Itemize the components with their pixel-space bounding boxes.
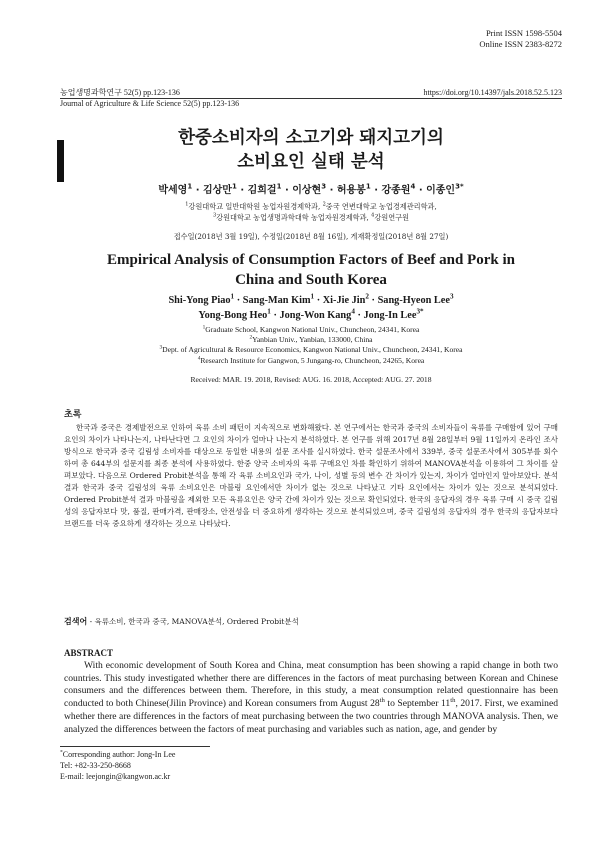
author-separator: · (314, 295, 323, 306)
dates-ko: 접수일(2018년 3월 19일), 수정일(2018년 8월 16일), 게재확정일(2018년 8월 27일) (173, 232, 449, 241)
keywords-ko (64, 616, 558, 627)
author-separator: · (354, 310, 364, 321)
abstract-en-body: With economic development of South Korea and China, meat consumption has been showing a rapid change in both two countries. This study investigated whether there are differences in the factors of meat purchasing between Korean and Chinese consumers and the differences between them. Therefore, in this study, a meat consumption related questionnaire has been conducted to both Chinese(Jilin Province) and Korean consumers from August 28th to September 11th, 2017. First, we examined whether there are differences in the factors of meat purchasing between the two countries through MANOVA analysis. Then, we analyzed the differences between the factors of meat purchasing and variables such as nation, age, and gender by (64, 660, 559, 735)
affiliation-ko-3: 강원대학교 농업생명과학대학 농업자원경제학과, (216, 212, 369, 222)
affiliation-en-4: Research Institute for Gangwon, 5 Jungang-ro, Chuncheon, 24265, Korea (200, 355, 425, 365)
author-separator: · (192, 185, 203, 196)
title-en (60, 250, 562, 290)
author-en-name: Yong-Bong Heo (198, 310, 268, 321)
author-ko-affiliation-mark: 3* (455, 182, 464, 191)
author-ko-affiliation-mark: 3 (321, 182, 327, 191)
affiliation-ko-1: 강원대학교 일반대학원 농업자원경제학과, (188, 202, 321, 211)
dates-en: Received: MAR. 19. 2018, Revised: AUG. 16. 2018, Accepted: AUG. 27. 2018 (190, 375, 432, 384)
author-en-affiliation-mark: 2 (365, 292, 369, 301)
author-ko-name: 허용봉 (336, 185, 366, 196)
author-en-affiliation-mark: 4 (351, 307, 355, 316)
author-separator: · (368, 295, 378, 306)
authors-en-line-2 (80, 308, 542, 323)
author-ko-name: 이종인 (426, 185, 456, 196)
author-en-name: Shi-Yong Piao (168, 295, 231, 306)
author-separator: · (281, 185, 293, 196)
doi-link[interactable]: https://doi.org/10.14397/jals.2018.52.5.123 (423, 88, 562, 97)
author-separator: · (234, 295, 243, 306)
author-en-name: Jong-Won Kang (279, 310, 352, 321)
affiliation-ko-2: 중국 연변대학교 농업경제관리학과, (325, 202, 437, 211)
author-separator: · (415, 185, 427, 196)
author-en-affiliation-mark: 3* (416, 307, 424, 316)
author-en-name: Xi-Jie Jin (322, 295, 366, 306)
keywords-text: - 육류소비, 한국과 중국, MANOVA분석, Ordered Probit분석 (89, 617, 299, 626)
affiliations-en: $^1$Graduate School, Kangwon National Univ., Chuncheon, 24341, Korea $^2$Yanbian Univ., Yanbian, 133000, China $^3$Dept. of Agricultural & Resource Economics, Kangwon National Univ., Chuncheon, 24341, Korea $^4$Research Institute for Gangwon, 5 Jungang-ro, Chuncheon, 24265, Korea (159, 324, 463, 365)
affiliation-en-1: Graduate School, Kangwon National Univ., Chuncheon, 24341, Korea (205, 325, 420, 334)
author-ko-affiliation-mark: 4 (410, 182, 416, 191)
author-ko-name: 박세영 (158, 185, 188, 196)
footnote: *Corresponding author: Jong-In Lee Tel: +82-33-250-8668 E-mail: leejongin@kangwon.ac.kr (60, 749, 176, 781)
author-ko-name: 김희걸 (247, 185, 277, 196)
print-issn: Print ISSN 1598-5504 (485, 28, 562, 38)
author-ko-name: 김상만 (202, 185, 232, 196)
author-en-affiliation-mark: 1 (267, 307, 271, 316)
abstract-en-heading: ABSTRACT (64, 648, 114, 658)
affiliation-ko-4: 강원연구원 (374, 212, 410, 222)
author-en-name: Jong-In Lee (363, 310, 417, 321)
author-en-affiliation-mark: 1 (230, 292, 235, 301)
authors-en (80, 293, 542, 323)
title-ko (60, 126, 562, 174)
author-separator: · (270, 310, 280, 321)
online-issn: Online ISSN 2383-8272 (479, 39, 562, 49)
header-rule (60, 98, 562, 99)
affiliation-en-3: Dept. of Agricultural & Resource Economics, Kangwon National Univ., Chuncheon, 24341, Korea (162, 345, 463, 355)
author-ko-affiliation-mark: 1 (365, 182, 371, 191)
keywords-label: 검색어 (64, 617, 88, 626)
title-en-line-2: China and South Korea (235, 272, 387, 288)
author-en-name: Sang-Man Kim (242, 295, 311, 306)
title-ko-line-2: 소비요인 실태 분석 (237, 152, 385, 172)
author-ko-affiliation-mark: 1 (231, 182, 237, 191)
title-ko-line-1: 한중소비자의 소고기와 돼지고기의 (178, 128, 444, 148)
footnote-email[interactable]: E-mail: leejongin@kangwon.ac.kr (60, 772, 171, 781)
author-ko-name: 강종원 (381, 185, 411, 196)
author-ko-name: 이상현 (292, 185, 322, 196)
title-en-line-1: Empirical Analysis of Consumption Factors of Beef and Pork in (107, 252, 515, 268)
affiliations-ko: $^1$강원대학교 일반대학원 농업자원경제학과, $^2$중국 연변대학교 농업경제관리학과, $^3$강원대학교 농업생명과학대학 농업자원경제학과, $^4$강원연구원 (185, 201, 437, 222)
author-separator: · (370, 185, 382, 196)
corresponding-author: Corresponding author: Jong-In Lee (62, 750, 176, 759)
abstract-ko-heading: 초록 (64, 410, 82, 420)
journal-name-ko: 농업생명과학연구 52(5) pp.123-136 (60, 88, 180, 97)
author-separator: · (326, 185, 337, 196)
author-ko-affiliation-mark: 1 (276, 182, 282, 191)
journal-name-en: Journal of Agriculture & Life Science 52(5) pp.123-136 (60, 98, 240, 108)
author-en-affiliation-mark: 1 (310, 292, 315, 301)
author-en-name: Sang-Hyeon Lee (377, 295, 450, 306)
authors-en-line-1 (80, 293, 542, 308)
footnote-rule (60, 746, 210, 747)
author-en-affiliation-mark: 3 (449, 292, 454, 301)
issn-block (479, 28, 562, 50)
abstract-ko-body: 한국과 중국은 경제발전으로 인하여 육류 소비 패턴이 지속적으로 변화해왔다. 본 연구에서는 한국과 중국의 소비자들이 육류를 구매함에 있어 구매요인의 차이가 나타나는지, 나타난다면 그 요인의 차이가 얼마나 나는지 분석하였다. 본 연구를 위해 2017년 8월 28일부터 9월 11일까지 온라인 조사 방식으로 한국과 중국 길림성 소비자를 대상으로 동일한 내용의 설문 조사를 실시하였다. 한국 설문조사에서 339부, 중국 설문조사에서 305부를 회수하여 총 644부의 설문지를 최종 분석에 사용하였다. 한중 양국 소비자의 육류 구매요인 차를 확인하기 위하여 MANOVA분석을 이용하여 그 차이를 살펴보았다. 다음으로 Ordered Probit분석을 통해 각 육류 소비요인과 국가, 나이, 성별 등의 변수 간 차이가 있는지, 차이가 얼마인지 알아보았다. 분석결과 한국과 중국 길림성의 육류 소비요인은 마블링 요인에서만 차이가 없는 것으로 나타났고 기타 요인에서는 차이가 있는 것으로 분석되었다. Ordered Probit분석 결과 마블링을 제외한 모든 육류요인은 양국 간에 차이가 있는 것으로 확인되었다. 한국의 응답자의 경우 육류 구매 시 중국 길림성의 응답자보다 맛, 품질, 판매가격, 판매장소, 안전성을 더 중요하게 생각하는 것으로 분석되었으며, 중국 길림성의 응답자의 경우 한국의 응답자보다 브랜드를 더욱 중요하게 생각하는 것으로 나타났다. (64, 423, 558, 528)
author-ko-affiliation-mark: 1 (187, 182, 193, 191)
footnote-tel: Tel: +82-33-250-8668 (60, 761, 131, 770)
affiliation-en-2: Yanbian Univ., Yanbian, 133000, China (252, 335, 373, 345)
author-separator: · (236, 185, 248, 196)
authors-ko (60, 181, 562, 196)
